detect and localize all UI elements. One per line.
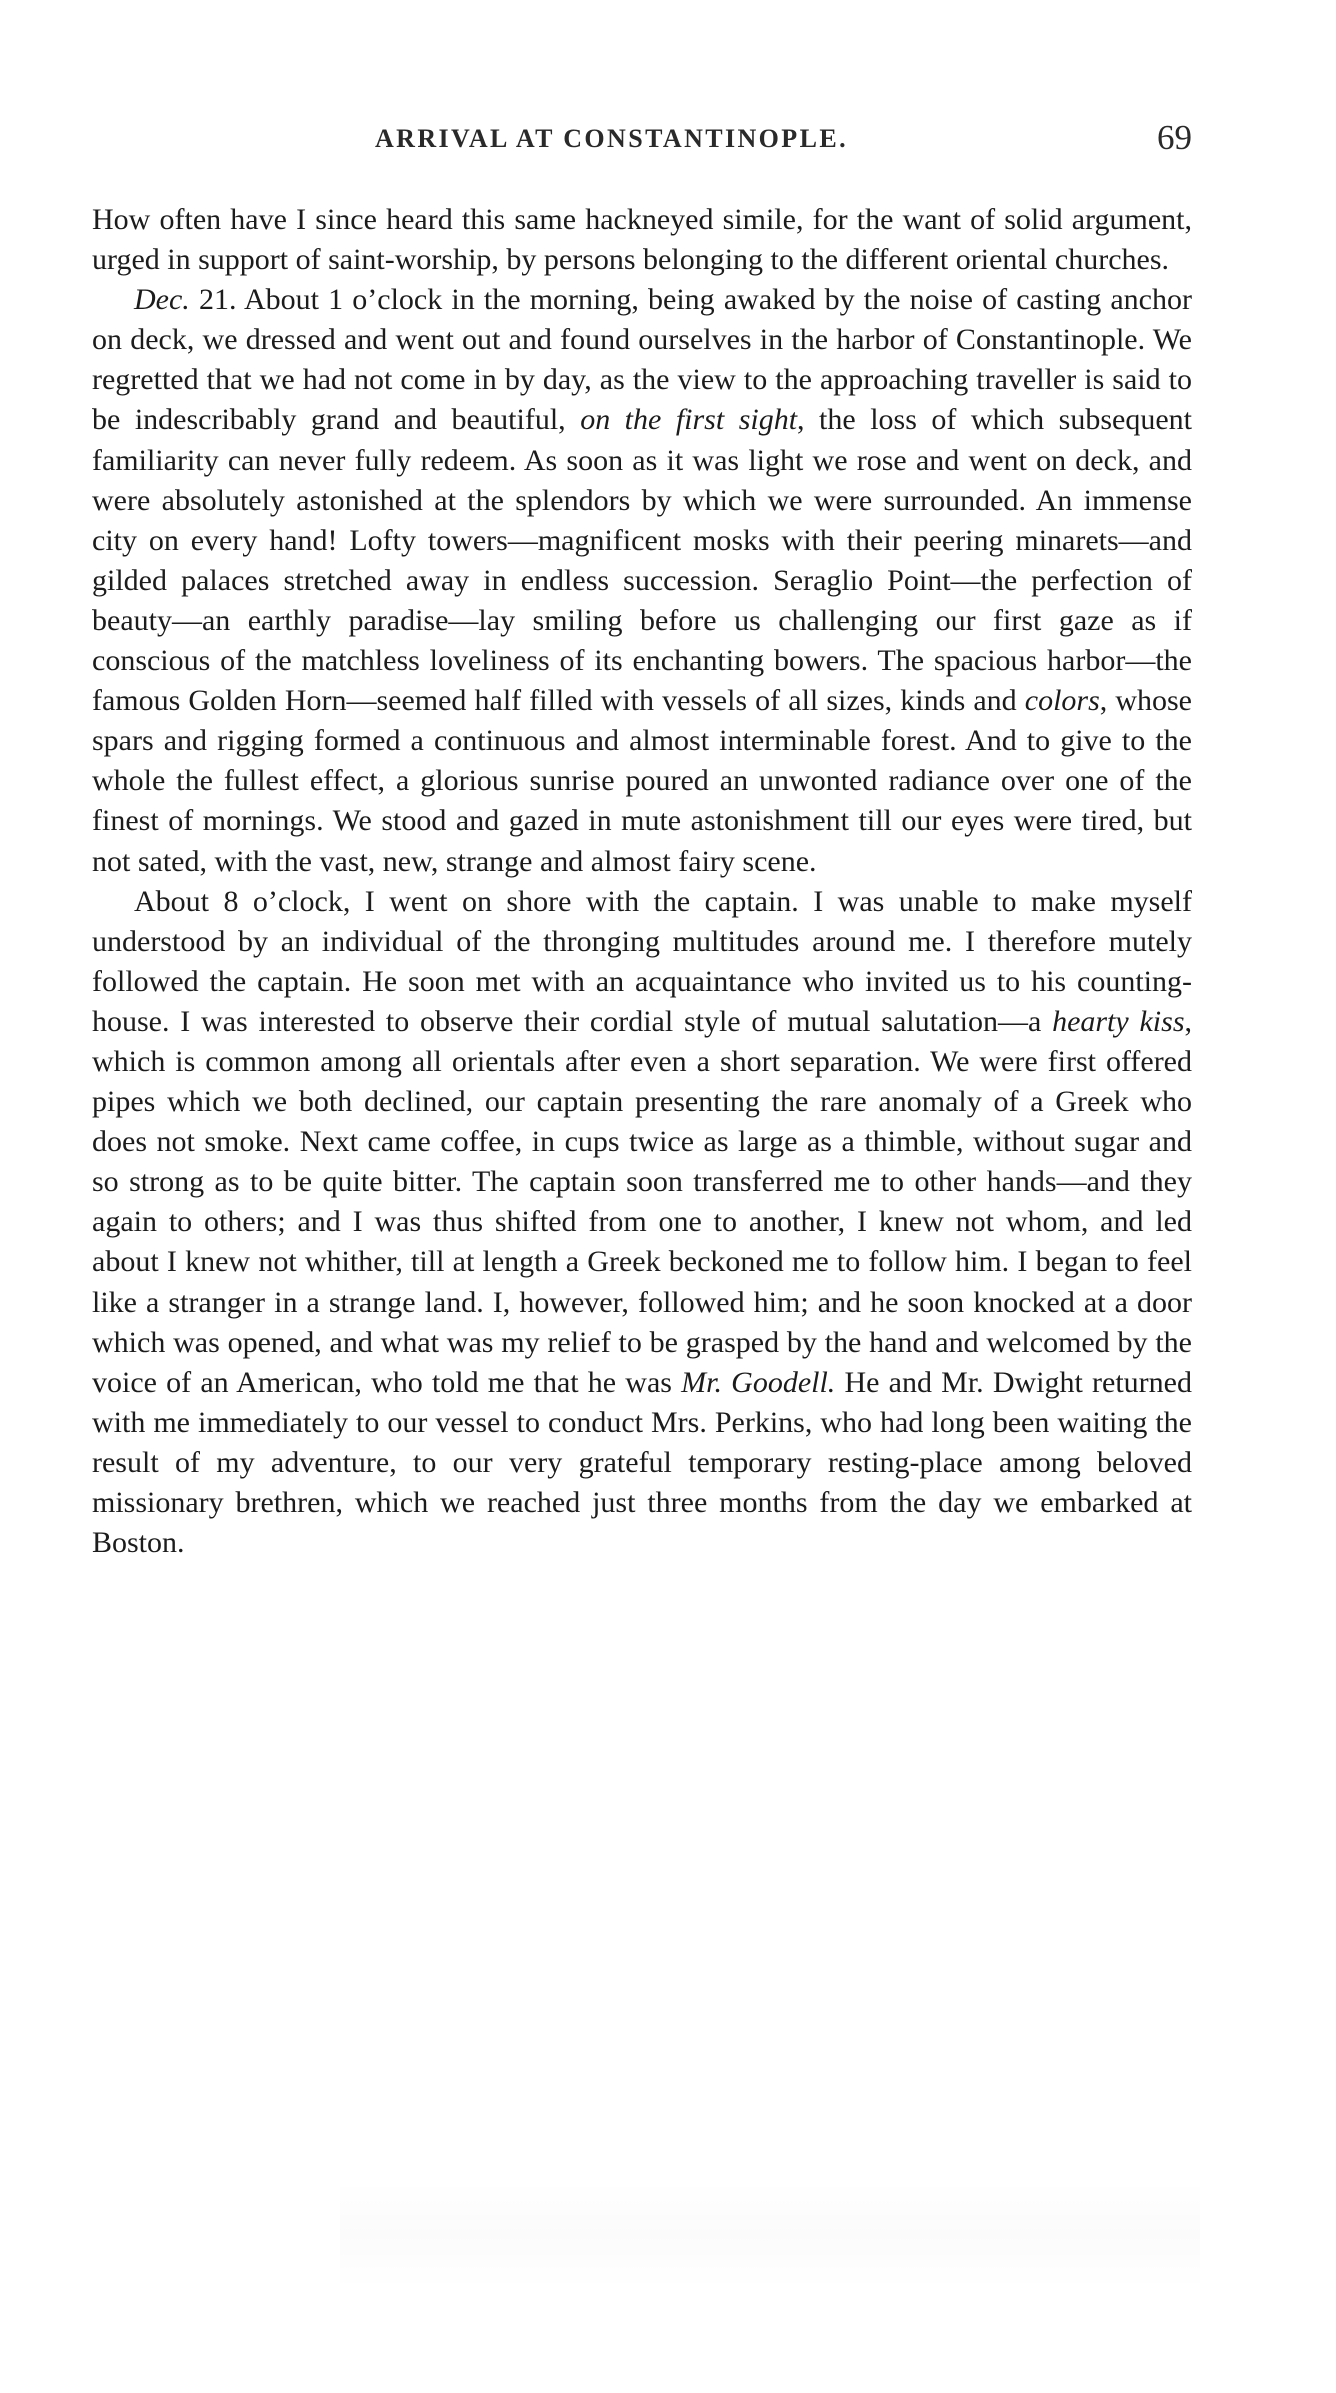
text-run: About 8 o’clock, I went on shore with the captain. I was unable to make myself understood by an individual of the thronging multitudes around me. I therefore mutely followed the captain. He soon met with an acquaintance who invited us to his counting-house. I was interested to observe their cordial style of mutual salutation—a xyxy=(92,884,1192,1038)
running-head xyxy=(92,118,1192,158)
body-text xyxy=(92,200,1192,1563)
text-run: How often have I since heard this same hackneyed simile, for the want of solid argument, urged in support of saint-worship, by persons belonging to the different oriental churches. xyxy=(92,203,1192,277)
italic-text: Mr. Goodell. xyxy=(681,1365,836,1399)
text-run: , the loss of which subsequent familiarity can never fully redeem. As soon as it was light we rose and went on deck, and were absolutely astonished at the splendors by which we were surrounded. An immense city on every hand! Lofty towers—magnificent mosks with their peering minarets—and gilded palaces stretched away in endless succession. Seraglio Point—the perfection of beauty—an earthly paradise—lay smiling before us challenging our first gaze as if conscious of the matchless loveliness of its enchanting bowers. The spacious harbor—the famous Golden Horn—seemed half filled with vessels of all sizes, kinds and xyxy=(92,403,1192,718)
text-run: , whose spars and rigging formed a continuous and almost interminable forest. And to give to the whole the fullest effect, a glorious sunrise poured an unwonted radiance over one of the finest of mornings. We stood and gazed in mute astonishment till our eyes were tired, but not sated, with the vast, new, strange and almost fairy scene. xyxy=(92,684,1192,878)
italic-text: on the first sight xyxy=(580,403,798,437)
italic-text: colors xyxy=(1024,684,1100,718)
italic-text: Dec. xyxy=(134,283,190,317)
paragraph-p1 xyxy=(92,200,1192,280)
text-run: 21. About 1 o’clock in the morning, being awaked by the noise of casting anchor on deck, we dressed and went out and found ourselves in the harbor of Constantinople. We regretted that we had not come in by day, as the view to the approaching traveller is said to be indescribably grand and beautiful, xyxy=(92,283,1192,437)
bleed-through-shadow xyxy=(340,2180,1200,2290)
page-number: 69 xyxy=(1157,118,1192,157)
italic-text: hearty kiss xyxy=(1052,1004,1185,1038)
paragraph-p2 xyxy=(92,280,1192,881)
text-run: , which is common among all orientals after even a short separation. We were first offered pipes which we both declined, our captain presenting the rare anomaly of a Greek who does not smoke. Next came coffee, in cups twice as large as a thimble, without sugar and so strong as to be quite bitter. The captain soon transferred me to other hands—and they again to others; and I was thus shifted from one to another, I knew not whom, and led about I knew not whither, till at length a Greek beckoned me to follow him. I began to feel like a stranger in a strange land. I, however, followed him; and he soon knocked at a door which was opened, and what was my relief to be grasped by the hand and welcomed by the voice of an American, who told me that he was xyxy=(92,1004,1192,1399)
paragraph-p3 xyxy=(92,882,1192,1564)
text-run: He and Mr. Dwight returned with me immediately to our vessel to conduct Mrs. Perkins, who had long been waiting the result of my adventure, to our very grateful temporary resting-place among beloved missionary brethren, which we reached just three months from the day we embarked at Boston. xyxy=(92,1365,1192,1560)
chapter-title: ARRIVAL AT CONSTANTINOPLE. xyxy=(375,124,848,153)
